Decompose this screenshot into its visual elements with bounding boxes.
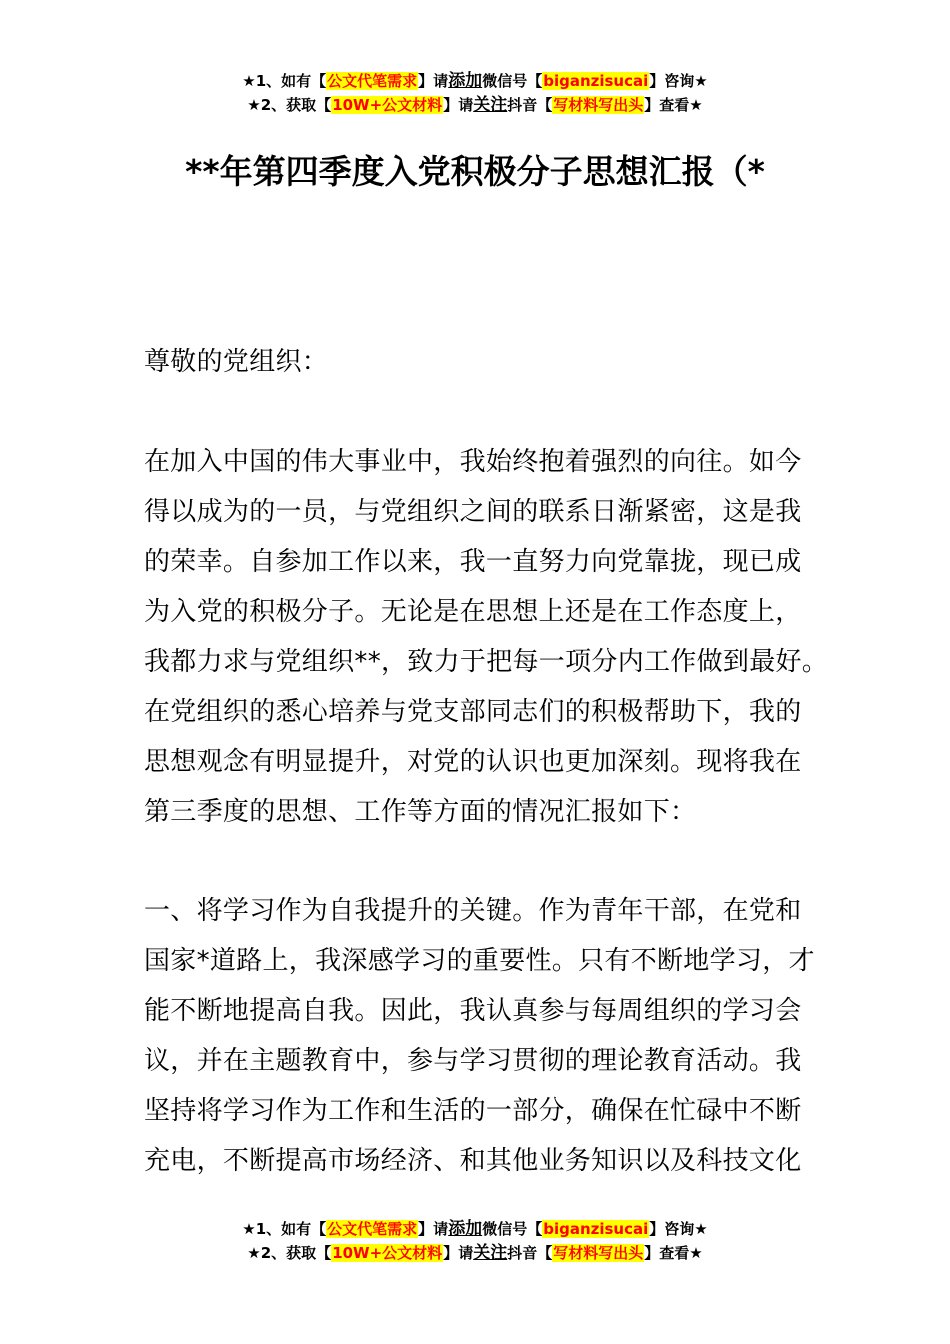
banner-text: 微信号【	[482, 1220, 543, 1238]
text-line: 在党组织的悉心培养与党支部同志们的积极帮助下，我的	[144, 697, 802, 727]
banner-line-2	[0, 1241, 950, 1265]
banner-text: ★1、如有【	[242, 1220, 327, 1238]
header-banner	[0, 69, 950, 117]
text-line: 我都力求与党组织**，致力于把每一项分内工作做到最好。	[144, 647, 829, 677]
banner-text: 】请	[418, 1220, 449, 1238]
banner-text: 微信号【	[482, 72, 543, 90]
banner-line-1	[0, 69, 950, 93]
text-line: 为入党的积极分子。无论是在思想上还是在工作态度上，	[144, 597, 802, 627]
banner-highlight: 10W+公文材料	[332, 96, 443, 114]
banner-text: 】请	[418, 72, 449, 90]
banner-underlined-text: 关注	[473, 95, 508, 115]
banner-text: 】查看★	[644, 1244, 703, 1262]
paragraph-2	[144, 886, 824, 1186]
banner-highlight: 公文代笔需求	[327, 72, 418, 90]
text-line: 能不断地提高自我。因此，我认真参与每周组织的学习会	[144, 996, 802, 1026]
paragraph-1	[144, 437, 829, 837]
banner-highlight: 写材料写出头	[553, 1244, 644, 1262]
banner-highlight: 10W+公文材料	[332, 1244, 443, 1262]
text-line: 的荣幸。自参加工作以来，我一直努力向党靠拢，现已成	[144, 547, 802, 577]
banner-line-1	[0, 1217, 950, 1241]
banner-text: ★2、获取【	[247, 1244, 332, 1262]
text-line: 议，并在主题教育中，参与学习贯彻的理论教育活动。我	[144, 1046, 802, 1076]
text-line: 得以成为的一员，与党组织之间的联系日渐紧密，这是我	[144, 497, 802, 527]
banner-text: ★1、如有【	[242, 72, 327, 90]
footer-banner	[0, 1217, 950, 1265]
banner-text: 】请	[443, 1244, 474, 1262]
banner-underlined-text: 关注	[473, 1243, 508, 1263]
banner-text: ★2、获取【	[247, 96, 332, 114]
banner-highlight: 写材料写出头	[553, 96, 644, 114]
banner-text: 】咨询★	[649, 1220, 708, 1238]
text-line: 坚持将学习作为工作和生活的一部分，确保在忙碌中不断	[144, 1096, 802, 1126]
banner-text: 抖音【	[507, 96, 553, 114]
text-line: 国家*道路上，我深感学习的重要性。只有不断地学习，才	[144, 946, 815, 976]
text-line: 在加入中国的伟大事业中，我始终抱着强烈的向往。如今	[144, 447, 802, 477]
text-line: 思想观念有明显提升，对党的认识也更加深刻。现将我在	[144, 747, 802, 777]
banner-highlight: 公文代笔需求	[327, 1220, 418, 1238]
banner-line-2	[0, 93, 950, 117]
banner-underlined-text: 添加	[448, 1219, 483, 1239]
banner-text: 】查看★	[644, 96, 703, 114]
text-line: 充电，不断提高市场经济、和其他业务知识以及科技文化	[144, 1146, 802, 1176]
document-title: **年第四季度入党积极分子思想汇报（*	[185, 152, 765, 191]
banner-text: 】咨询★	[649, 72, 708, 90]
banner-text: 抖音【	[507, 1244, 553, 1262]
salutation: 尊敬的党组织：	[144, 347, 329, 377]
banner-text: 】请	[443, 96, 474, 114]
text-line: 第三季度的思想、工作等方面的情况汇报如下：	[144, 797, 697, 827]
banner-highlight: biganzisucai	[543, 72, 649, 90]
banner-highlight: biganzisucai	[543, 1220, 649, 1238]
banner-underlined-text: 添加	[448, 71, 483, 91]
text-line: 一、将学习作为自我提升的关键。作为青年干部，在党和	[144, 896, 802, 926]
